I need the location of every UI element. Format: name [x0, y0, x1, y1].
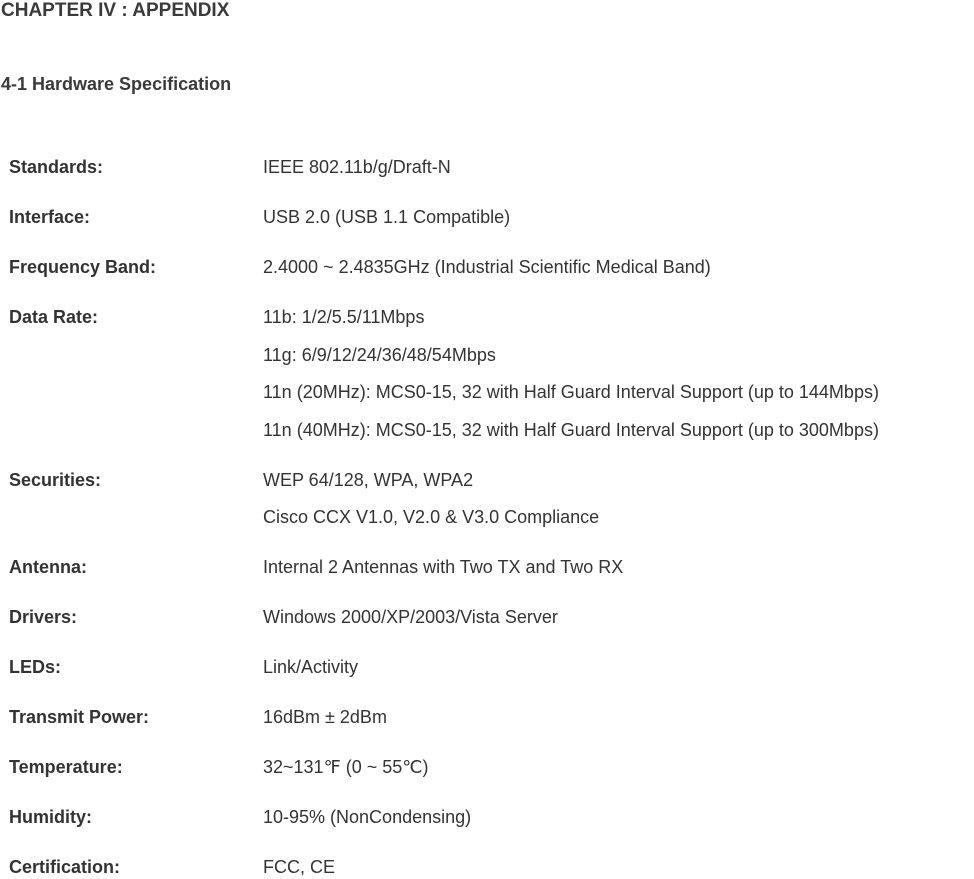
spec-label: Temperature:: [9, 757, 123, 777]
spec-row: [9, 755, 974, 779]
section-title: 4-1 Hardware Specification: [1, 74, 232, 94]
spec-value: Windows 2000/XP/2003/Vista Server: [263, 607, 558, 627]
spec-row: [9, 855, 974, 879]
spec-label: Frequency Band:: [9, 257, 157, 277]
spec-value: Link/Activity: [263, 657, 359, 677]
spec-value: 11n (40MHz): MCS0-15, 32 with Half Guard Interval Support (up to 300Mbps): [263, 419, 879, 440]
spec-values: [263, 468, 974, 530]
spec-row: [9, 655, 974, 679]
spec-value: Internal 2 Antennas with Two TX and Two RX: [263, 557, 624, 577]
spec-label: Data Rate:: [9, 307, 99, 327]
spec-values: [263, 605, 974, 629]
spec-label: Drivers:: [9, 607, 78, 627]
spec-values: [263, 205, 974, 229]
spec-label: Securities:: [9, 469, 102, 490]
spec-row: [9, 605, 974, 629]
spec-row: [9, 705, 974, 729]
spec-value: 11b: 1/2/5.5/11Mbps: [263, 307, 425, 327]
spec-value: 16dBm ± 2dBm: [263, 707, 387, 727]
spec-label: Standards:: [9, 157, 104, 177]
spec-value: 11n (20MHz): MCS0-15, 32 with Half Guard Interval Support (up to 144Mbps): [263, 382, 879, 402]
spec-label: Certification:: [9, 857, 121, 877]
spec-value: IEEE 802.11b/g/Draft-N: [263, 157, 451, 177]
spec-values: [263, 805, 974, 829]
spec-row: [9, 205, 974, 229]
spec-row: [9, 468, 974, 530]
spec-values: [263, 855, 974, 879]
spec-value: WEP 64/128, WPA, WPA2: [263, 469, 474, 490]
spec-label: Interface:: [9, 207, 91, 227]
spec-values: [263, 255, 974, 279]
spec-row: [9, 255, 974, 279]
spec-value: 32~131℉ (0 ~ 55℃): [263, 757, 429, 777]
spec-value: 2.4000 ~ 2.4835GHz (Industrial Scientific Medical Band): [263, 257, 711, 277]
spec-label: Humidity:: [9, 807, 92, 827]
spec-values: [263, 555, 974, 579]
spec-value: 11g: 6/9/12/24/36/48/54Mbps: [263, 344, 496, 365]
spec-value: USB 2.0 (USB 1.1 Compatible): [263, 207, 511, 227]
spec-label: Antenna:: [9, 557, 87, 577]
chapter-title: CHAPTER IV : APPENDIX: [1, 0, 230, 21]
spec-values: [263, 305, 974, 442]
spec-row: [9, 805, 974, 829]
spec-value: FCC, CE: [263, 857, 335, 877]
spec-value: Cisco CCX V1.0, V2.0 & V3.0 Compliance: [263, 507, 600, 527]
spec-value: 10-95% (NonCondensing): [263, 807, 472, 827]
spec-row: [9, 155, 974, 179]
spec-values: [263, 755, 974, 779]
spec-label: Transmit Power:: [9, 707, 150, 727]
spec-values: [263, 155, 974, 179]
spec-values: [263, 655, 974, 679]
spec-label: LEDs:: [9, 657, 62, 677]
spec-row: [9, 555, 974, 579]
spec-row: [9, 305, 974, 442]
spec-list: [9, 155, 974, 879]
spec-values: [263, 705, 974, 729]
